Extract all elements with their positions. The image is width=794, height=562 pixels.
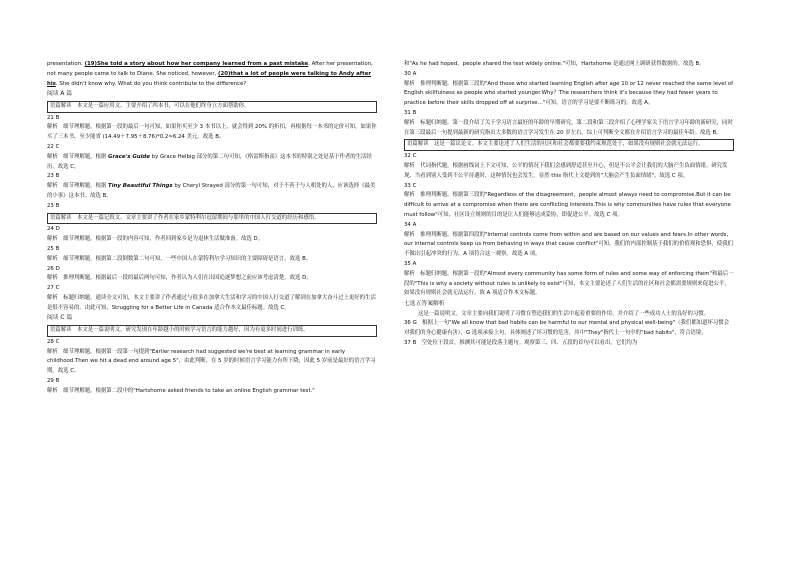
- explanation-28: 解析 细节理解题。根据第一段第一句提到"Earlier research had suggested we're best at learning grammar in early childhood.Then we hit a dead end around age 5"，由此判断，在 5 岁的时候语言学习能力有所下降，因此 5 岁前是最好的语言学习期。故选 C。: [47, 348, 376, 375]
- explanation-30: 解析 推理判断题。根据第三段的"And those who started learning English after age 10 or 12 never reached the same level of English skillfulness as people who started younger.Why？The researchers think it's because they had fewer years to practice before their skills dropped off at surprise…"可知，语言的学习是要不断练习的。故选 A。: [404, 80, 733, 107]
- answer-30: 30 A: [404, 70, 417, 77]
- answer-26: 26 D: [47, 265, 60, 272]
- answer-33: 33 C: [404, 182, 417, 189]
- explanation-36: 36 G 根据上一句"We all know that bad habits can be harmful to our mental and physical well-being"（我们都知道坏习惯会对我们的身心健康有害），G 选项承接上句，具体阐述了坏习惯的危害，其中"They"指代上一句中的"bad habits"，符合语境。: [404, 320, 730, 337]
- answer-23-repeat: 23 B: [47, 202, 60, 209]
- explanation-21: 解析 细节理解题。根据第一段的最后一句可知，如果你买至少 3 本书以上，就会得到 20% 的折扣，再根据每一本书的定价可知，如果你买了三本书，至少能省 (14.49＋7.95＋8.76)*0.2≈6.24 美元。故选 B。: [47, 124, 377, 141]
- explanation-25: 解析 细节理解题。根据第二段倒数第二句可知，一些中国人在蒙特利尔学习知识的主要障碍是语言。故选 B。: [47, 255, 312, 262]
- explanation-26: 解析 推理判断题。根据最后一段的最后两句可知，作者认为人们在出国追逐梦想之前应该考虑清楚。故选 D。: [47, 275, 312, 282]
- explanation-32: 解析 代词指代题。根据画线词上下文可知，公平的情况下我们会感到舒适甚至开心，但是不公平会让我们的大脑产生负面情绪。研究发现，当看到别人受到不公平待遇时，这种情况也会发生。显然 this 指代上文提到的"大脑会产生负面情绪"。故选 C 项。: [404, 162, 728, 179]
- explanation-29-continued: 和"As he had hoped，people shared the test widely online."可知，Hartshorne 是通过网上调研获得数据的。故选 B。: [404, 61, 705, 67]
- paragraph-continuation: presentation. (19)She told a story about how her company learned from a past mistake. After her presentation, not many people came to talk to Diane. She noticed, however, (20)that a lot of people were talking to Andy after his. She didn't know why. What do you think contribute to the difference?: [47, 61, 373, 87]
- section-title-a: 阅读 A 篇: [47, 90, 73, 97]
- explanation-34: 解析 推理判断题。根据第四段的"Internal controls come from within and are based on our values and fears.In other words，our internal controls keep us from behaving in ways that cause conflict"可知，我们的内部控制基于我们的价值观和恐惧，使我们不做出引起冲突的行为。A 项符合这一观察。故选 A 项。: [404, 231, 733, 258]
- explanation-23: 解析 细节理解题。根据 Tiny Beautiful Things by Cheryl Strayed 部分的第一句可知，对于不善于与人相处的人，应该选择《最美的小事》这本书。故选 B。: [47, 183, 376, 199]
- passage-summary-box-c: 语篇解读 本文是一篇说明文，研究发现在年龄越小的时候学习语言的能力越好，因为有更多时间进行训练。: [47, 325, 377, 337]
- explanation-24: 解析 细节理解题。根据第一段的内容可知，作者回到家乡是为退休生活做准备。故选 D。: [47, 236, 264, 243]
- answer-35: 35 A: [404, 260, 417, 267]
- left-column: [47, 60, 377, 396]
- explanation-27: 解析 标题归纳题。通读全文可知，本文主要讲了作者通过与很多在加拿大生活和学习的中国人打交道了解到在加拿大奋斗过上更好的生活是很不容易的。由此可知，Struggling for a Better Life in Canada 适合作本文最佳标题。故选 C。: [47, 294, 376, 311]
- answer-34: 34 A: [404, 221, 417, 228]
- answer-23: 23 B: [47, 173, 60, 180]
- explanation-31: 解析 标题归纳题。第一段介绍了关于学习语言最好的年龄的早期研究，第二段和第三段介绍了心理学家关于语言学习年龄的新研究，同时在第三段最后一句提到最新的研究指出大多数的语言学习发生在 20 岁左右。综上可判断全文都在介绍语言学习的最佳年龄。故选 B。: [404, 119, 733, 136]
- explanation-37: 37 B 空处位于段首，推测其可能是段落主题句。观察第三、四、五段的首句可以看出，它们均为: [404, 339, 638, 346]
- answer-29: 29 B: [47, 377, 60, 384]
- passage-intro: 这是一篇说明文。文章主要向我们说明了习惯在塑造我们的生活中起着重要的作用，并介绍了一些成功人士的良好的习惯。: [418, 310, 710, 317]
- answer-21: 21 B: [47, 114, 60, 121]
- answer-28: 28 C: [47, 338, 60, 345]
- answer-32: 32 C: [404, 153, 417, 160]
- right-column: [404, 60, 734, 349]
- explanation-35: 解析 标题归纳题。根据第一段的"Almost every community has some form of rules and some way of enforcing them"和最后一段的"This is why a society without rules is unlikely to exist"可知，本文主要论述了人们生活的社区和社会都需要规则来促进公平，如果没有规则社会就无法运行。故 A 项适合作本文标题。: [404, 270, 734, 297]
- passage-summary-box-b: 语篇解读 本文是一篇记叙文。文章主要讲了作者在家乡蒙特利尔逗留期间与那里的中国人打交道的经历和感悟。: [47, 213, 377, 225]
- explanation-33: 解析 推理判断题。根据第三段的"Regardless of the disagreement，people almost always need to compromise.But it can be difficult to arrive at a compromise when there are conflicting interests.This is why communities have rules that everyone must follow"可知，社区设立规则的目的是让人们能够达成妥协，即促进公平。故选 C 项。: [404, 192, 731, 218]
- passage-summary-box-a: 语篇解读 本文是一篇应用文。主要介绍了四本书，可以在他们终身立方面帮助你。: [47, 101, 377, 113]
- answer-24: 24 D: [47, 226, 60, 233]
- explanation-22: 解析 细节理解题。根据 Grace's Guide by Grace Helbig 部分的第二句可知，《格雷斯指南》这本书的特别之处是基于作者的生活经历。故选 C。: [47, 153, 372, 170]
- answer-27: 27 C: [47, 285, 60, 292]
- explanation-29: 解析 细节理解题。根据第二段中的"Hartshorne asked friends to take an online English grammar test.": [47, 387, 315, 394]
- section-title-c: 阅读 C 篇: [47, 315, 73, 322]
- passage-summary-box-d: 语篇解读 这是一篇议论文。本文主要论述了人们生活的社区和社会都要要我约束规范处于，如果没有规则社会就无法运行。: [404, 139, 734, 151]
- answer-31: 31 B: [404, 109, 417, 116]
- answer-25: 25 B: [47, 245, 60, 252]
- answer-22: 22 C: [47, 143, 60, 150]
- section-title-seven-choose-five: 七选五答案解析: [404, 300, 445, 307]
